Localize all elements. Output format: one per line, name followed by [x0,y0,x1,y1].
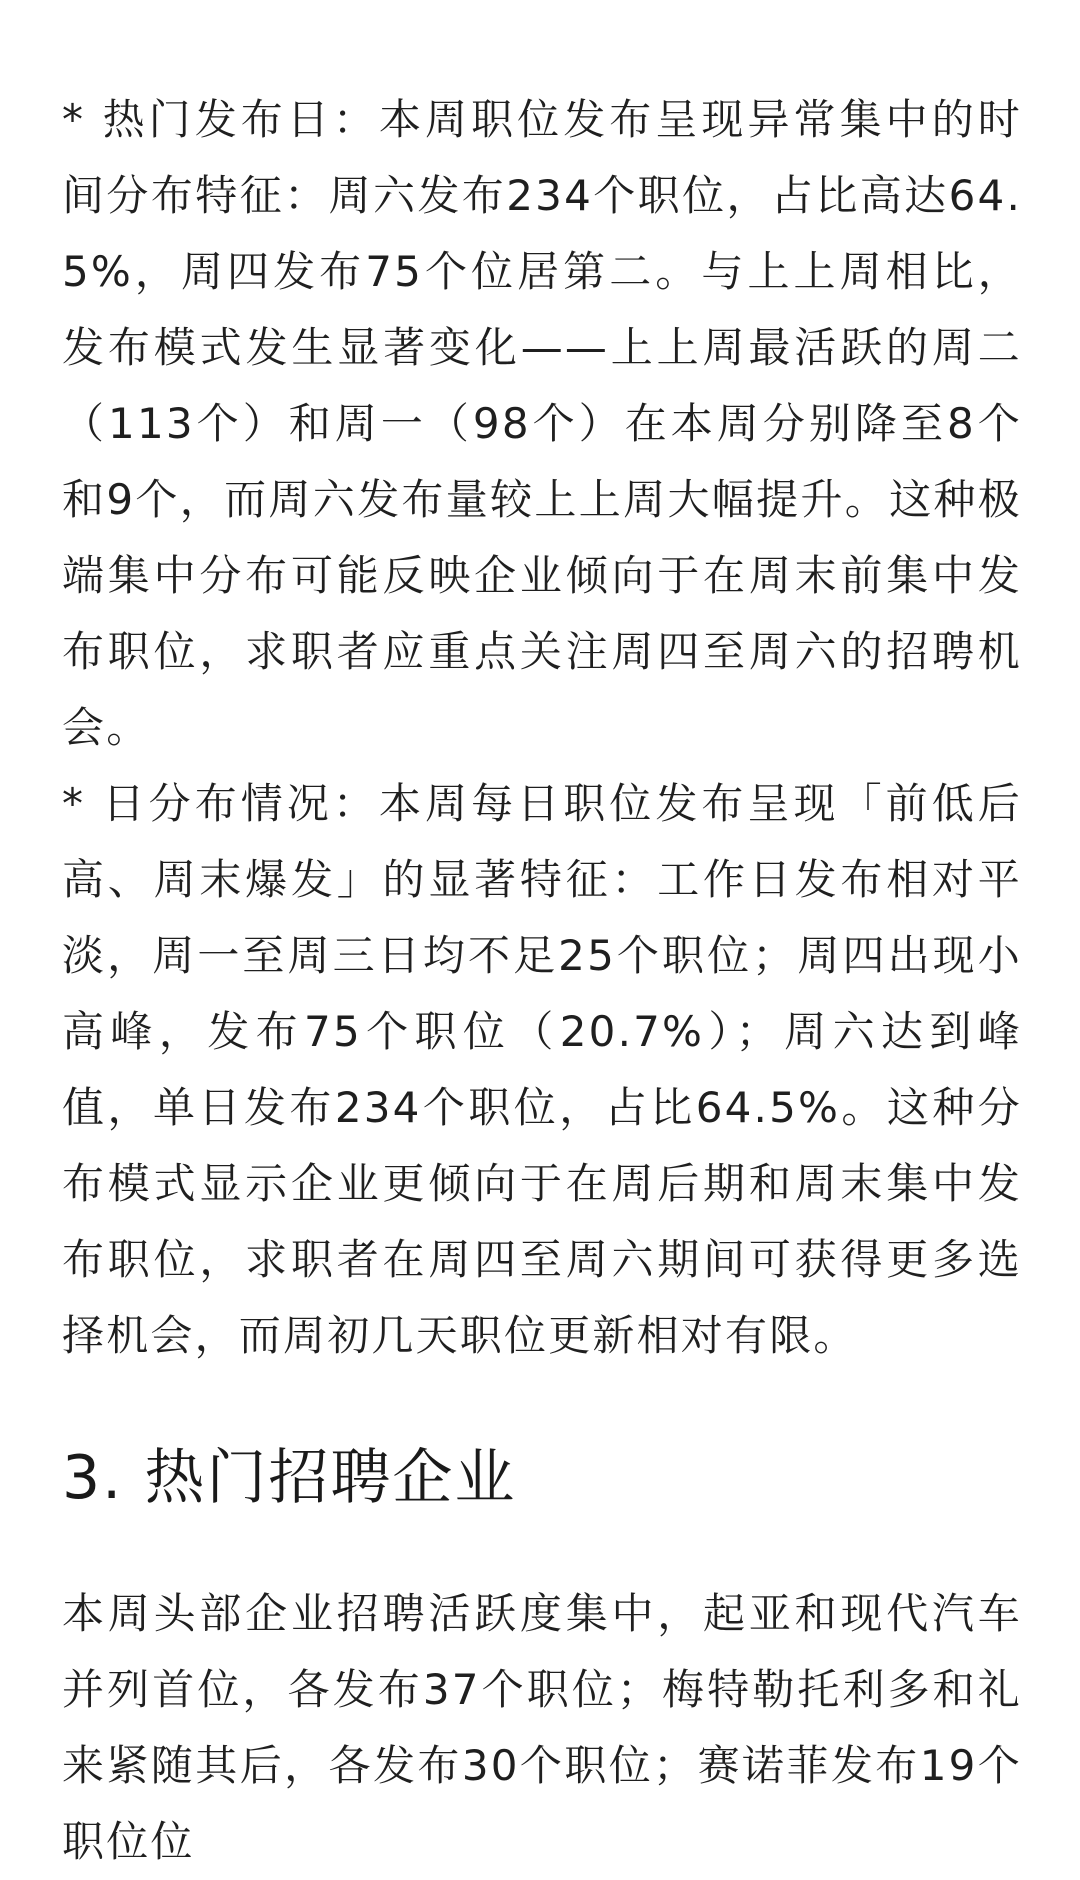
bullet-hot-posting-day: * 热门发布日：本周职位发布呈现异常集中的时间分布特征：周六发布234个职位，占比高达64.5%，周四发布75个位居第二。与上上周相比，发布模式发生显著变化——上上周最活跃的周二（113个）和周一（98个）在本周分别降至8个和9个，而周六发布量较上上周大幅提升。这种极端集中分布可能反映企业倾向于在周末前集中发布职位，求职者应重点关注周四至周六的招聘机会。 [62,95,1022,752]
bullet-daily-distribution: * 日分布情况：本周每日职位发布呈现「前低后高、周末爆发」的显著特征：工作日发布相对平淡，周一至周三日均不足25个职位；周四出现小高峰，发布75个职位（20.7%）；周六达到峰值，单日发布234个职位，占比64.5%。这种分布模式显示企业更倾向于在周后期和周末集中发布职位，求职者在周四至周六期间可获得更多选择机会，而周初几天职位更新相对有限。 [62,779,1022,1360]
section-intro-paragraph: 本周头部企业招聘活跃度集中，起亚和现代汽车并列首位，各发布37个职位；梅特勒托利多和礼来紧随其后，各发布30个职位；赛诺菲发布19个职位位 [62,1589,1022,1866]
section-title: 3. 热门招聘企业 [62,1443,517,1513]
article-body [62,82,1022,1880]
